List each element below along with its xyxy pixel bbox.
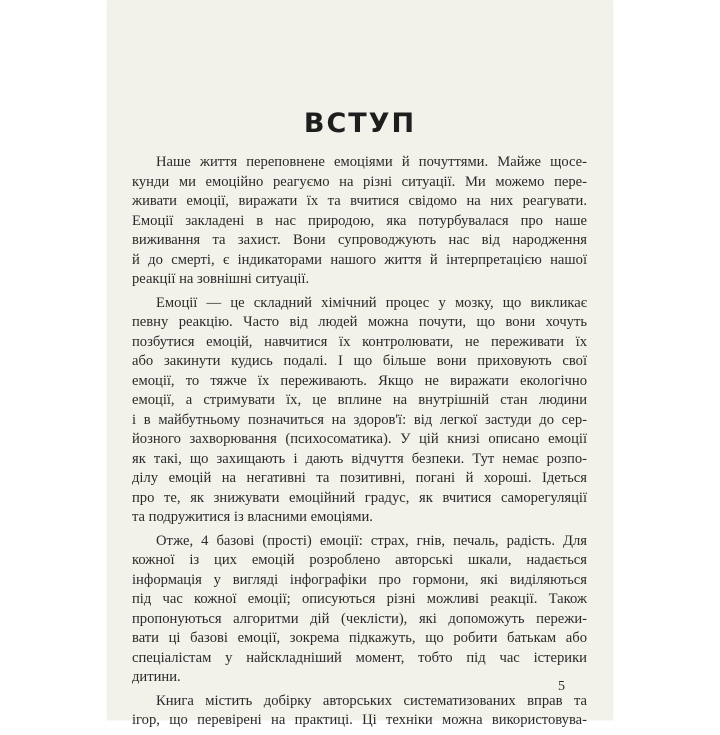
text-line: позбутися емоцій, навчитися їх контролювати, не переживати їх: [132, 333, 587, 350]
paragraph-1: [132, 153, 587, 290]
text-line: ділу емоцій на негативні та позитивні, погані й хороші. Ідеться: [132, 470, 587, 486]
text-line: емоції, а стримувати їх, це вплине на внутрішній стан людини: [132, 392, 587, 408]
text-line: кожної із цих емоцій розроблено авторські шкали, надається: [132, 552, 587, 568]
text-line: емоції, то тяжче їх переживають. Якщо не виражати екологічно: [132, 372, 587, 389]
text-line: під час кожної емоції; описуються різні можливі реакції. Також: [132, 591, 587, 607]
text-line: і в майбутньому позначиться на здоров'ї: від легкої застуди до сер-: [132, 411, 587, 428]
text-line: дитини.: [132, 669, 181, 685]
body-text: [132, 153, 587, 735]
text-line: пропонуються алгоритми дій (чеклісти), які допоможуть пережи-: [132, 610, 587, 627]
text-line: Наше життя переповнене емоціями й почуттями. Майже щосе-: [156, 154, 587, 170]
text-line: виживання та захист. Вони супроводжують нас від народження: [132, 232, 587, 248]
text-line: спеціалістам у найскладніший момент, тобто під час істерики: [132, 649, 587, 666]
paragraph-2: [132, 294, 587, 528]
text-line: Емоції закладені в нас природою, яка потурбувалася про наше: [132, 212, 587, 229]
text-line: й до смерті, є індикаторами нашого життя й інтерпретацією нашої: [132, 251, 587, 268]
text-line: Емоції — це складний хімічний процес у мозку, що викликає: [156, 294, 587, 311]
text-line: Отже, 4 базові (прості) емоції: страх, гнів, печаль, радість. Для: [156, 532, 587, 549]
text-line: як такі, що захищають і дають відчуття безпеки. Тут немає розпо-: [132, 450, 587, 467]
text-line: вати ці базові емоції, зокрема підкажуть, що робити батькам або: [132, 630, 587, 646]
text-line: реакції на зовнішні ситуації.: [132, 271, 310, 287]
text-line: інформація у вигляді інфографіки про гормони, які виділяються: [132, 571, 587, 588]
paragraph-4: [132, 692, 587, 731]
paragraph-3: [132, 532, 587, 688]
text-line: ігор, що перевірені на практиці. Ці техніки можна використовува-: [132, 712, 587, 728]
text-line: живати емоції, виражати їх та вчитися свідомо на них реагувати.: [132, 193, 587, 209]
page-number: 5: [558, 679, 565, 694]
chapter-heading: ВСТУП: [303, 108, 417, 139]
book-page: [107, 0, 613, 728]
text-line: кунди ми емоційно реагуємо на різні ситуації. Ми можемо пере-: [132, 173, 587, 190]
text-line: про те, як знижувати емоційний градус, як вчитися саморегуляції: [132, 489, 587, 506]
text-line: Книга містить добірку авторських систематизованих вправ та: [156, 692, 587, 709]
text-line: та подружитися із власними емоціями.: [132, 509, 373, 525]
text-line: певну реакцію. Часто від людей можна почути, що вони хочуть: [132, 314, 587, 330]
text-line: йозного захворювання (психосоматика). У цій книзі описано емоції: [132, 431, 587, 447]
text-line: або закинути кудись подалі. І що більше вони приховують свої: [132, 353, 587, 369]
